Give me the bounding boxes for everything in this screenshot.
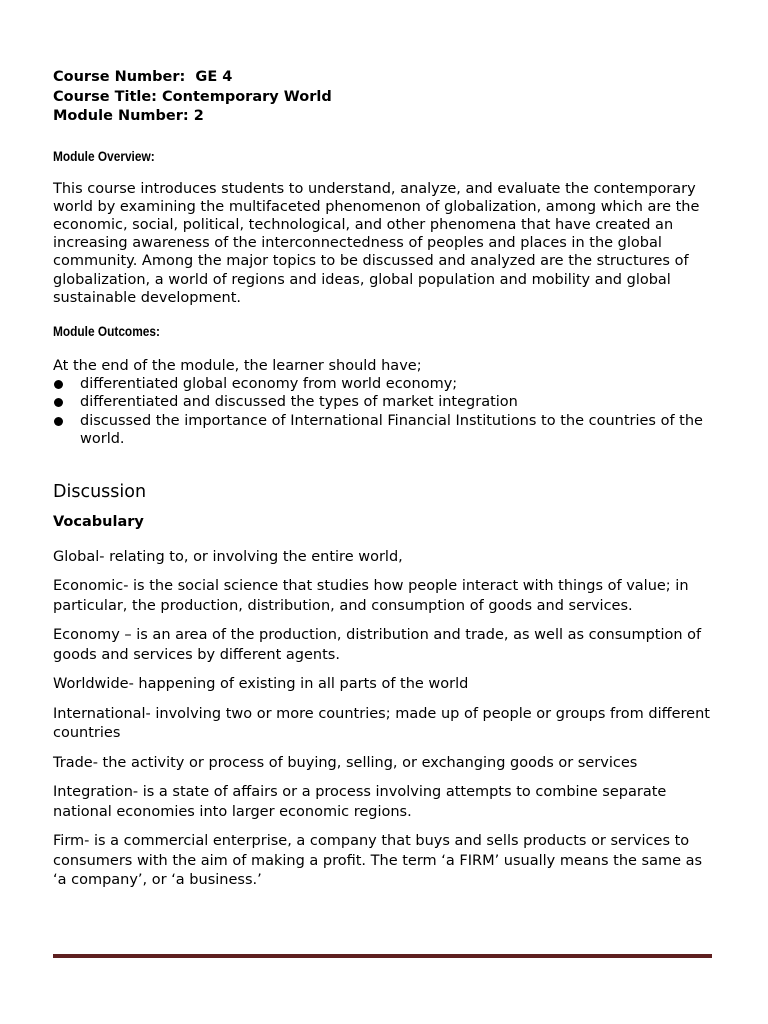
outcomes-list bbox=[53, 375, 713, 448]
course-title: Course Title: Contemporary World bbox=[53, 88, 332, 105]
course-number: Course Number: GE 4 bbox=[53, 69, 233, 85]
outcome-text: differentiated and discussed the types of market integration bbox=[80, 394, 518, 411]
module-outcomes-intro: At the end of the module, the learner should have; bbox=[53, 357, 422, 374]
vocabulary-entry: Economic- is the social science that studies how people interact with things of value; in particular, the production, distribution, and consumption of goods and services. bbox=[53, 578, 689, 614]
vocabulary-entry: Global- relating to, or involving the entire world, bbox=[53, 548, 403, 565]
module-overview-text: This course introduces students to understand, analyze, and evaluate the contemporary world by examining the multifaceted phenomenon of globalization, among which are the economic, social, political, technological, and other phenomena that have created an increasing awareness of the interconnectedness of peoples and places in the global community. Among the major topics to be discussed and analyzed are the structures of globalization, a world of regions and ideas, global population and mobility and global sustainable development. bbox=[53, 180, 700, 306]
vocabulary-entry: Trade- the activity or process of buying, selling, or exchanging goods or services bbox=[53, 754, 638, 771]
bullet-icon bbox=[54, 380, 63, 389]
list-item bbox=[53, 412, 713, 448]
vocabulary-heading: Vocabulary bbox=[53, 513, 144, 530]
module-outcomes-section bbox=[53, 324, 713, 448]
bullet-icon bbox=[54, 398, 63, 407]
list-item bbox=[53, 393, 713, 411]
module-overview-section bbox=[53, 149, 713, 307]
vocabulary-entry: Economy – is an area of the production, distribution and trade, as well as consumption of goods and services by different agents. bbox=[53, 627, 702, 663]
vocabulary-entry: International- involving two or more countries; made up of people or groups from different countries bbox=[53, 705, 710, 742]
footer-rule bbox=[53, 954, 712, 958]
discussion-section bbox=[53, 482, 713, 891]
vocabulary-entry: Worldwide- happening of existing in all parts of the world bbox=[53, 676, 469, 693]
document-page bbox=[53, 68, 713, 891]
module-number: Module Number: 2 bbox=[53, 108, 204, 124]
vocabulary-entry: Integration- is a state of affairs or a process involving attempts to combine separate national economies into larger economic regions. bbox=[53, 784, 667, 820]
outcome-text: discussed the importance of International Financial Institutions to the countries of the world. bbox=[80, 412, 703, 447]
discussion-heading: Discussion bbox=[53, 481, 147, 502]
module-overview-label: Module Overview: bbox=[53, 148, 155, 164]
course-header bbox=[53, 68, 713, 127]
vocabulary-entry: Firm- is a commercial enterprise, a company that buys and sells products or services to consumers with the aim of making a profit. The term ‘a FIRM’ usually means the same as ‘a company’, or ‘a business.’ bbox=[53, 833, 703, 889]
outcome-text: differentiated global economy from world economy; bbox=[80, 376, 458, 393]
bullet-icon bbox=[54, 417, 63, 426]
module-outcomes-label: Module Outcomes: bbox=[53, 323, 160, 339]
list-item bbox=[53, 375, 713, 393]
